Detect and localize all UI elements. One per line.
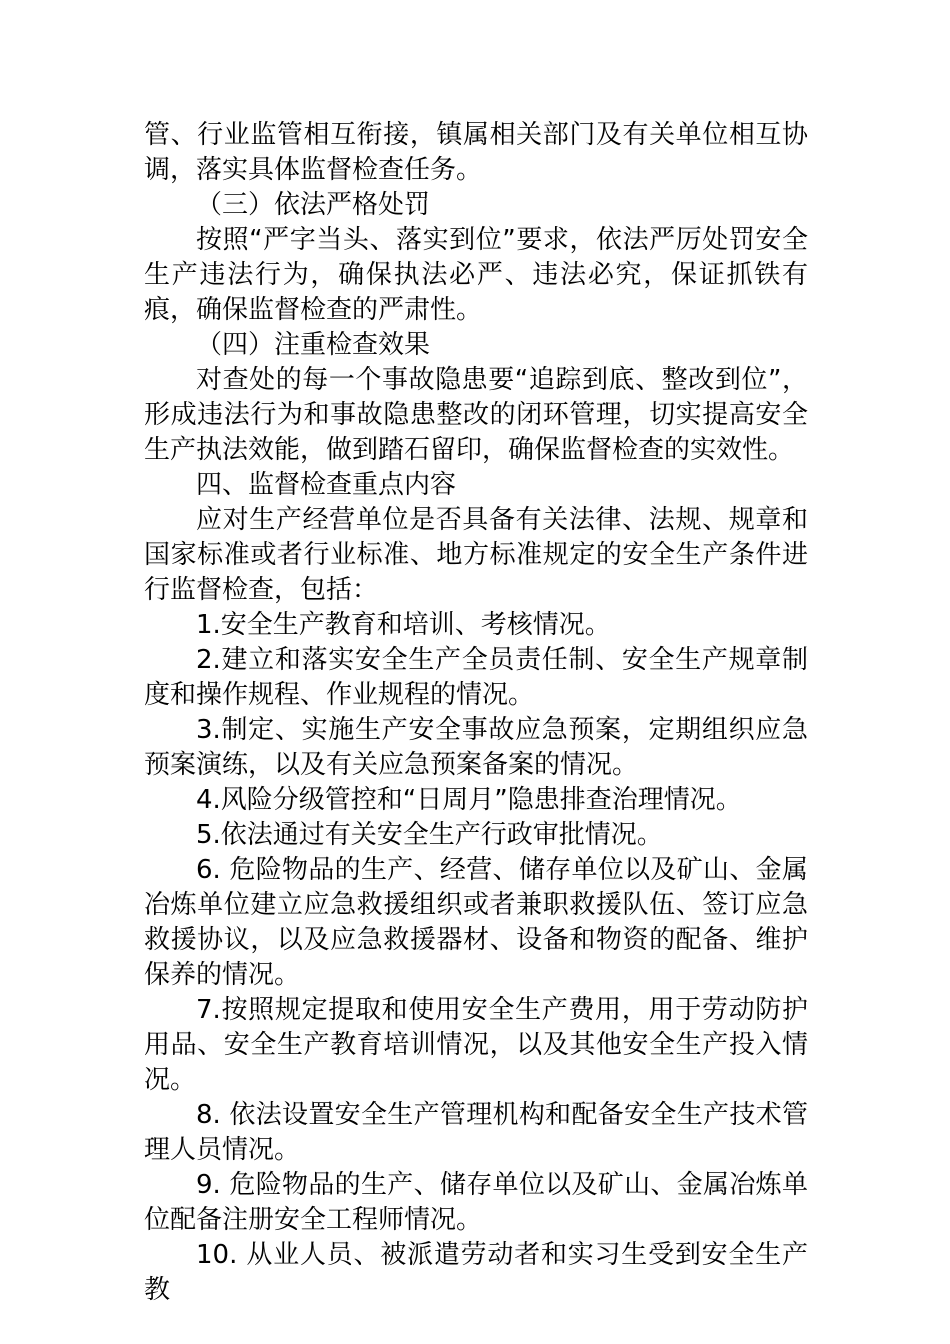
paragraph: 按照“严字当头、落实到位”要求，依法严厉处罚安全生产违法行为，确保执法必严、违法必究，保证抓铁有痕，确保监督检查的严肃性。	[144, 225, 808, 325]
list-item-10: 10. 从业人员、被派遣劳动者和实习生受到安全生产教	[144, 1240, 808, 1305]
section-heading-4: （四）注重检查效果	[196, 330, 431, 360]
list-item-6: 6. 危险物品的生产、经营、储存单位以及矿山、金属冶炼单位建立应急救援组织或者兼职救援队伍、签订应急救援协议，以及应急救援器材、设备和物资的配备、维护保养的情况。	[144, 855, 808, 990]
paragraph: 应对生产经营单位是否具备有关法律、法规、规章和国家标准或者行业标准、地方标准规定的安全生产条件进行监督检查，包括：	[144, 505, 808, 605]
section-heading-3: （三）依法严格处罚	[196, 190, 431, 220]
list-item-1: 1.安全生产教育和培训、考核情况。	[196, 610, 611, 640]
list-item-3: 3.制定、实施生产安全事故应急预案，定期组织应急预案演练，以及有关应急预案备案的情况。	[144, 715, 808, 780]
list-item-2: 2.建立和落实安全生产全员责任制、安全生产规章制度和操作规程、作业规程的情况。	[144, 645, 808, 710]
chapter-heading-4: 四、监督检查重点内容	[196, 470, 457, 500]
paragraph-continuation: 管、行业监管相互衔接，镇属相关部门及有关单位相互协调，落实具体监督检查任务。	[144, 120, 808, 185]
list-item-5: 5.依法通过有关安全生产行政审批情况。	[196, 820, 663, 850]
document-page	[144, 118, 808, 1308]
list-item-4: 4.风险分级管控和“日周月”隐患排查治理情况。	[196, 785, 742, 815]
list-item-9: 9. 危险物品的生产、储存单位以及矿山、金属冶炼单位配备注册安全工程师情况。	[144, 1170, 808, 1235]
list-item-8: 8. 依法设置安全生产管理机构和配备安全生产技术管理人员情况。	[144, 1100, 808, 1165]
list-item-7: 7.按照规定提取和使用安全生产费用，用于劳动防护用品、安全生产教育培训情况，以及其他安全生产投入情况。	[144, 995, 808, 1095]
paragraph: 对查处的每一个事故隐患要“追踪到底、整改到位”，形成违法行为和事故隐患整改的闭环管理，切实提高安全生产执法效能，做到踏石留印，确保监督检查的实效性。	[144, 365, 808, 465]
